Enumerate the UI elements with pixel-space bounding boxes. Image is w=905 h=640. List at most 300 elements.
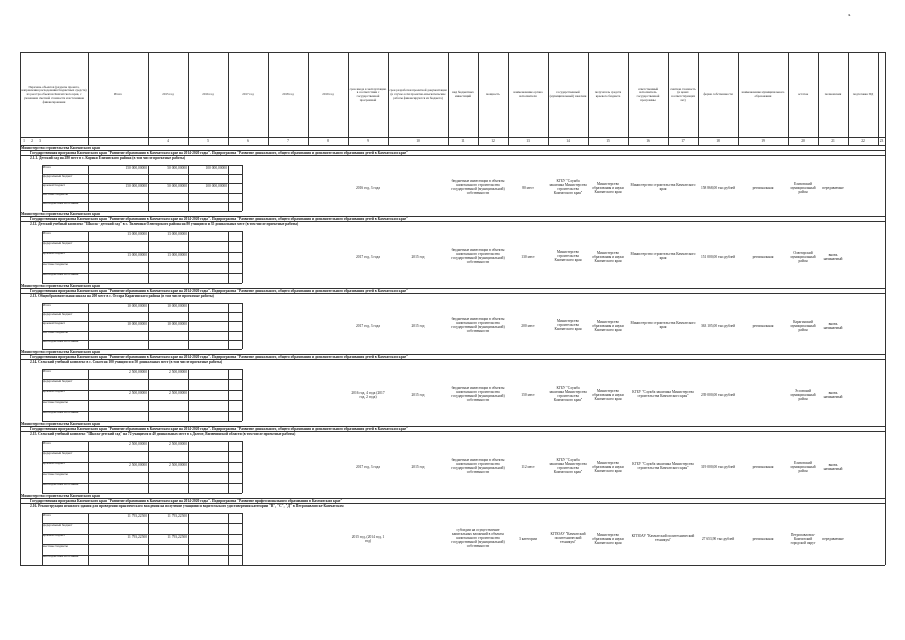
column-number: 19	[761, 139, 765, 143]
table-rule	[20, 565, 885, 566]
ministry-label: Министерство строительства Камчатского края	[21, 211, 100, 216]
finance-2016	[189, 304, 227, 309]
finance-total: 2 500,00000	[129, 462, 147, 467]
finance-label: местные бюджеты	[43, 262, 68, 266]
finance-2016	[189, 442, 227, 447]
ministry-label: Министерство строительства Камчатского края	[21, 145, 100, 150]
table-rule	[88, 441, 89, 493]
finance-2015	[149, 412, 187, 417]
finance-2016: 100 000,00000	[205, 184, 227, 189]
finance-2015	[149, 242, 187, 247]
header-cell: сметная стоимость (в ценах соответствующих лет)	[670, 86, 696, 102]
cost-cell: 239 000,00 тыс.рублей	[700, 393, 736, 398]
finance-2016	[189, 242, 227, 247]
table-rule	[228, 52, 229, 145]
finance-total: 11 793,22500	[127, 514, 147, 518]
cost-cell: 319 000,00 тыс.рублей	[700, 465, 736, 470]
column-number: 6	[247, 139, 249, 143]
column-number: 3	[39, 139, 41, 143]
program-line: Государственная программа Камчатского края "Развитие образования в Камчатском крае на 2014-2020 годы". Подпрограмма "Развитие дошкольного, общего образования и дополнительного образования детей в Камчатском крае"	[30, 216, 409, 221]
finance-total	[89, 274, 147, 279]
finance-total: 2 500,00000	[129, 370, 147, 374]
finance-2016	[189, 194, 227, 199]
header-cell: 2017 год	[242, 92, 254, 97]
column-number: 13	[526, 139, 530, 143]
capacity-cell: 200 мест	[521, 324, 535, 329]
ownership-cell: региональная	[752, 537, 774, 542]
finance-total: 150 000,00000	[125, 166, 147, 170]
authority-cell: передаваемые	[822, 186, 844, 191]
finance-2016	[189, 175, 227, 180]
header-cell: мощность	[486, 92, 500, 97]
finance-2015	[149, 203, 187, 208]
finance-2016	[189, 313, 227, 318]
authority-cell: вновь начинаемый	[823, 391, 843, 399]
finance-total: 11 793,22500	[127, 534, 147, 539]
table-rule	[698, 52, 699, 145]
investment-type-cell: бюджетные инвестиции в объекты капитального строительства государственной (муниципальной) собственности	[451, 248, 505, 264]
finance-total	[89, 341, 147, 346]
finance-2016	[189, 341, 227, 346]
design-cell: 2015 год	[411, 465, 425, 470]
capacity-cell: 80 мест	[522, 186, 534, 191]
ministry-label: Министерство строительства Камчатского края	[21, 283, 100, 288]
finance-label: внебюджетные источники	[43, 483, 79, 487]
finance-2015: 2 500,00000	[169, 370, 187, 374]
cost-cell: 27 653,90 тыс.рублей	[701, 537, 735, 542]
finance-2016	[189, 463, 227, 468]
executor-cell: КГБУ "Служба заказчика Министерства строительства Камчатского края"	[632, 390, 694, 398]
table-rule	[588, 52, 589, 145]
finance-total	[89, 203, 147, 208]
finance-label: федеральный бюджет	[43, 451, 73, 455]
finance-2016	[189, 370, 227, 375]
table-rule	[818, 52, 819, 145]
finance-2015	[149, 341, 187, 346]
table-rule	[188, 303, 189, 349]
ownership-cell: региональная	[752, 255, 774, 260]
column-number: 14	[566, 139, 570, 143]
finance-total: 10 000,00000	[127, 322, 147, 327]
design-cell	[389, 180, 447, 198]
table-rule	[20, 211, 21, 283]
table-rule	[308, 52, 309, 145]
table-rule	[42, 165, 43, 211]
finance-label: местные бюджеты	[43, 193, 68, 197]
table-rule	[188, 441, 189, 493]
ownership-cell: региональная	[752, 186, 774, 191]
table-rule	[228, 513, 229, 565]
finance-label: Итого	[43, 165, 52, 169]
table-rule	[885, 493, 886, 565]
finance-total	[89, 452, 147, 457]
investment-type-cell: бюджетные инвестиции в объекты капитального строительства государственной (муниципальной) собственности	[451, 317, 505, 333]
municipality-cell: Карагинский муниципальный район	[790, 320, 816, 332]
finance-2016	[189, 232, 227, 237]
municipality-cell: Петропавловск-Камчатский городской округ	[790, 533, 816, 545]
finance-2015	[149, 556, 187, 561]
table-rule	[848, 52, 849, 145]
municipality-cell: Елизовский муниципальный район	[790, 461, 816, 473]
finance-2015	[149, 401, 187, 406]
table-rule	[20, 145, 21, 211]
table-rule	[885, 421, 886, 493]
column-number: 20	[801, 139, 805, 143]
municipality-cell: Эссовский муниципальный район	[790, 389, 816, 401]
authority-cell: вновь начинаемый	[823, 322, 843, 330]
finance-2016	[189, 203, 227, 208]
table-rule	[668, 52, 669, 145]
finance-2015	[149, 452, 187, 457]
finance-2016	[189, 514, 227, 519]
finance-total: 150 000,00000	[125, 184, 147, 189]
header-cell: полномочия	[824, 92, 842, 97]
table-rule	[738, 52, 739, 145]
table-rule	[885, 145, 886, 211]
table-rule	[20, 493, 21, 565]
executor-cell: Министерство строительства Камчатского края	[630, 321, 696, 329]
finance-label: федеральный бюджет	[43, 312, 73, 316]
table-rule	[448, 52, 449, 145]
object-title: 2.1.1. Детский сад на 280 мест в с. Коряки Елизовского района (в том числе проектные работы)	[30, 155, 186, 160]
column-number: 9	[367, 139, 369, 143]
header-cell: государственный (муниципальный) заказчик	[549, 90, 587, 98]
finance-label: краевой бюджет	[43, 183, 65, 187]
finance-total	[89, 194, 147, 199]
header-cell: получатель средств краевого бюджета	[594, 90, 622, 98]
authority-cell: вновь начинаемый	[823, 253, 843, 261]
capacity-cell: 3 категории	[519, 537, 537, 542]
table-rule	[148, 303, 149, 349]
capacity-cell: 112 мест	[521, 465, 535, 470]
header-cell: вид бюджетных инвестиций	[452, 90, 474, 98]
finance-2016	[189, 452, 227, 457]
object-title: 2.14. Сельский учебный комплекс в с. Сокоч на 100 учащихся и 50 дошкольных мест (в том числе проектные работы)	[30, 359, 223, 364]
finance-2015	[149, 524, 187, 529]
cost-cell: 151 000,00 тыс.рублей	[700, 255, 736, 260]
finance-total: 13 000,00000	[127, 252, 147, 257]
column-number: 11	[461, 139, 465, 143]
finance-label: внебюджетные источники	[43, 411, 79, 415]
recipient-cell: Министерство образования и науки Камчатского края	[592, 389, 624, 401]
column-number: 12	[491, 139, 495, 143]
finance-2015	[149, 545, 187, 550]
table-rule	[885, 283, 886, 349]
table-rule	[628, 52, 629, 145]
table-rule	[88, 513, 89, 565]
finance-2016	[189, 401, 227, 406]
program-line: Государственная программа Камчатского края "Развитие образования в Камчатском крае на 2014-2020 годы". Подпрограмма "Развитие дошкольного, общего образования и дополнительного образования детей в Камчатском крае"	[30, 426, 409, 431]
table-rule	[42, 231, 43, 283]
header-cell: ответственный исполнитель государственной программы	[636, 86, 660, 102]
finance-2016	[189, 391, 227, 396]
finance-2016	[189, 524, 227, 529]
finance-2016	[189, 484, 227, 489]
finance-label: местные бюджеты	[43, 472, 68, 476]
table-rule	[148, 369, 149, 421]
table-rule	[788, 52, 789, 145]
finance-2016: 100 000,00000	[205, 166, 227, 170]
finance-2015: 11 793,22500	[167, 534, 187, 539]
header-cell: 2019 год	[322, 92, 334, 97]
table-rule	[20, 52, 21, 145]
header-cell: форма собственности	[703, 92, 733, 97]
finance-2015	[149, 274, 187, 279]
table-rule	[242, 441, 243, 493]
finance-2015: 11 793,22500	[167, 514, 187, 518]
finance-label: местные бюджеты	[43, 331, 68, 335]
recipient-cell: Министерство образования и науки Камчатского края	[592, 251, 624, 263]
column-number: 16	[646, 139, 650, 143]
customer-cell: Министерство строительства Камчатского края	[554, 250, 582, 262]
finance-2016	[189, 380, 227, 385]
table-rule	[188, 52, 189, 145]
column-number: 17	[681, 139, 685, 143]
finance-total	[89, 412, 147, 417]
table-rule	[148, 52, 149, 145]
table-rule	[228, 165, 229, 211]
table-rule	[885, 349, 886, 421]
finance-label: краевой бюджет	[43, 390, 65, 394]
table-rule	[242, 513, 243, 565]
finance-2015: 13 000,00000	[167, 232, 187, 236]
design-cell	[389, 531, 447, 549]
finance-2016	[189, 412, 227, 417]
table-rule	[478, 52, 479, 145]
program-line: Государственная программа Камчатского края "Развитие образования в Камчатском крае на 2014-2020 годы". Подпрограмма "Развитие профессионального образования в Камчатском крае"	[30, 498, 343, 503]
finance-total	[89, 484, 147, 489]
finance-2015: 50 000,00000	[167, 166, 187, 170]
table-rule	[20, 421, 21, 493]
cost-cell: 363 105,00 тыс.рублей	[700, 324, 736, 329]
recipient-cell: Министерство образования и науки Камчатского края	[592, 320, 624, 332]
header-cell: Итого	[113, 92, 123, 97]
table-rule	[148, 513, 149, 565]
cost-cell: 158 868,00 тыс.рублей	[700, 186, 736, 191]
program-line: Государственная программа Камчатского края "Развитие образования в Камчатском крае на 2014-2020 годы". Подпрограмма "Развитие дошкольного, общего образования и дополнительного образования детей в Камчатском крае"	[30, 354, 409, 359]
recipient-cell: Министерство образования и науки Камчатского края	[592, 182, 624, 194]
table-rule	[242, 165, 243, 211]
finance-total	[89, 313, 147, 318]
table-rule	[268, 52, 269, 145]
header-cell: наименование муниципального образования	[741, 90, 785, 98]
capacity-cell: 150 мест	[521, 393, 535, 398]
table-rule	[228, 369, 229, 421]
finance-total: 10 000,00000	[127, 304, 147, 308]
column-number: 7	[287, 139, 289, 143]
table-rule	[88, 303, 89, 349]
finance-2016	[189, 263, 227, 268]
table-rule	[42, 441, 43, 493]
recipient-cell: Министерство образования и науки Камчатского края	[592, 533, 624, 545]
finance-label: краевой бюджет	[43, 534, 65, 538]
term-cell: 2017 год, 3 года	[356, 324, 380, 329]
table-rule	[348, 52, 349, 145]
finance-2015: 13 000,00000	[167, 252, 187, 257]
column-number: 4	[167, 139, 169, 143]
header-cell: срок разработки проектной документации (в случае если проектно-изыскательские работы финансируются из бюджета)	[389, 88, 447, 100]
table-rule	[188, 231, 189, 283]
table-rule	[228, 441, 229, 493]
finance-total	[89, 401, 147, 406]
finance-label: федеральный бюджет	[43, 241, 73, 245]
table-rule	[20, 52, 885, 53]
finance-total	[89, 263, 147, 268]
executor-cell: Министерство строительства Камчатского края	[630, 252, 696, 260]
object-title: 2.12. Детский учебный комплекс "Школа - детский сад" в с. Тиличики Олюторского района на 80 учащихся и 35 дошкольных мест (в том числе проектные работы)	[30, 221, 299, 226]
finance-total	[89, 545, 147, 550]
finance-label: местные бюджеты	[43, 544, 68, 548]
finance-total	[89, 332, 147, 337]
finance-label: Итого	[43, 231, 52, 235]
table-rule	[20, 283, 21, 349]
finance-label: краевой бюджет	[43, 252, 65, 256]
term-cell: 2016 год, 4 года (2017 год, 2 года)	[351, 391, 385, 399]
header-cell: 2018 год	[282, 92, 294, 97]
finance-2016	[189, 322, 227, 327]
finance-label: внебюджетные источники	[43, 273, 79, 277]
table-rule	[878, 52, 879, 145]
table-rule	[885, 52, 886, 145]
finance-total	[89, 473, 147, 478]
finance-total	[89, 556, 147, 561]
finance-2016	[189, 545, 227, 550]
finance-total: 2 500,00000	[129, 442, 147, 446]
object-title: 2.16. Реконструкция нежилого здания для проведения практического вождения на получение учащимися водительского удостоверения категории "В", "С", "Д" в Петропавловске-Камчатском	[30, 503, 344, 508]
executor-cell: КГПОАУ "Камчатский политехнический техникум"	[631, 534, 695, 542]
finance-total	[89, 175, 147, 180]
table-rule	[42, 513, 43, 565]
table-rule	[388, 52, 389, 145]
column-number: 18	[716, 139, 720, 143]
authority-cell: вновь начинаемый	[823, 463, 843, 471]
customer-cell: КГБУ "Служба заказчика Министерства строительства Камчатского края"	[549, 386, 587, 402]
program-line: Государственная программа Камчатского края "Развитие образования в Камчатском крае на 2014-2020 годы". Подпрограмма "Развитие дошкольного, общего образования и дополнительного образования детей в Камчатском крае"	[30, 150, 409, 155]
term-cell: 2015 год, (2014 год, 1 год)	[351, 535, 385, 543]
ownership-cell	[739, 387, 787, 405]
finance-label: федеральный бюджет	[43, 379, 73, 383]
finance-label: краевой бюджет	[43, 462, 65, 466]
column-number: 2	[31, 139, 33, 143]
finance-label: Итого	[43, 441, 52, 445]
table-rule	[242, 303, 243, 349]
term-cell: 2017 год, 3 года	[356, 255, 380, 260]
table-rule	[20, 137, 885, 138]
customer-cell: КГБУ "Служба заказчика Министерства строительства Камчатского края"	[549, 458, 587, 474]
table-rule	[508, 52, 509, 145]
finance-label: внебюджетные источники	[43, 340, 79, 344]
table-rule	[242, 369, 243, 421]
finance-label: федеральный бюджет	[43, 174, 73, 178]
design-cell: 2015 год	[411, 255, 425, 260]
table-rule	[42, 303, 43, 349]
column-number: 1	[23, 139, 25, 143]
finance-total: 2 500,00000	[129, 390, 147, 395]
program-line: Государственная программа Камчатского края "Развитие образования в Камчатском крае на 2014-2020 годы". Подпрограмма "Развитие дошкольного, общего образования и дополнительного образования детей в Камчатском крае"	[30, 288, 409, 293]
table-rule	[88, 231, 89, 283]
header-cell: 2015 год	[162, 92, 174, 97]
finance-2016	[189, 535, 227, 540]
design-cell: 2015 год	[411, 324, 425, 329]
column-number: 21	[831, 139, 835, 143]
design-cell: 2015 год	[411, 393, 425, 398]
executor-cell: Министерство строительства Камчатского края	[630, 183, 696, 191]
finance-label: внебюджетные источники	[43, 202, 79, 206]
column-number: 8	[327, 139, 329, 143]
header-cell: Перечень объектов (разделы проекта, направления расходования бюджетных средств) из реестра объектов Камчатского края, с указанием сметной стоимости и источников финансирования	[21, 84, 87, 104]
finance-2015	[149, 473, 187, 478]
object-title: 2.15. Сельский учебный комплекс "Школа-детский сад" на 72 учащихся и 40 дошкольных мест в с.Долгое, Вилючинской области (в том числе проектные работы)	[30, 431, 296, 436]
finance-total	[89, 380, 147, 385]
capacity-cell: 130 мест	[521, 255, 535, 260]
header-cell: остаток	[797, 92, 809, 97]
finance-2015	[149, 484, 187, 489]
table-rule	[148, 165, 149, 211]
finance-2015: 2 500,00000	[169, 442, 187, 446]
table-rule	[148, 441, 149, 493]
finance-2015	[149, 263, 187, 268]
table-rule	[42, 369, 43, 421]
column-number: 10	[416, 139, 420, 143]
finance-total	[89, 524, 147, 529]
ownership-cell: региональная	[752, 465, 774, 470]
finance-2015	[149, 380, 187, 385]
table-rule	[148, 231, 149, 283]
municipality-cell: Елизовский муниципальный район	[790, 182, 816, 194]
table-rule	[548, 52, 549, 145]
ownership-cell: региональная	[752, 324, 774, 329]
recipient-cell: Министерство образования и науки Камчатского края	[592, 461, 624, 473]
header-cell: 2016 год	[202, 92, 214, 97]
finance-total	[89, 242, 147, 247]
table-rule	[88, 165, 89, 211]
finance-2015: 10 000,00000	[167, 322, 187, 327]
column-number: 15	[606, 139, 610, 143]
finance-2016	[189, 274, 227, 279]
finance-2015: 50 000,00000	[167, 184, 187, 189]
finance-2015: 2 500,00000	[169, 390, 187, 395]
table-rule	[228, 303, 229, 349]
finance-2015	[149, 313, 187, 318]
finance-2015: 2 500,00000	[169, 462, 187, 467]
ministry-label: Министерство строительства Камчатского края	[21, 421, 100, 426]
investment-type-cell: бюджетные инвестиции в объекты капитального строительства государственной (муниципальной) собственности	[451, 458, 505, 474]
finance-label: Итого	[43, 369, 52, 373]
customer-cell: КГПОАУ "Камчатский политехнический техникум"	[550, 532, 586, 544]
finance-label: Итого	[43, 513, 52, 517]
finance-label: Итого	[43, 303, 52, 307]
header-cell: наименование органа исполнителя	[513, 90, 543, 98]
header-cell: подготовка ПД	[852, 92, 874, 97]
header-cell: срок ввода в эксплуатацию в соответствии с государственной программой	[349, 86, 387, 102]
municipality-cell: Олюторский муниципальный район	[790, 251, 816, 263]
customer-cell: Министерство строительства Камчатского края	[554, 319, 582, 331]
finance-2016	[189, 556, 227, 561]
investment-type-cell: субсидии на осуществление капитальных вложений в объекты капитального строительства государственной (муниципальной) собственности	[451, 528, 505, 548]
finance-2016	[189, 332, 227, 337]
ministry-label: Министерство строительства Камчатского края	[21, 349, 100, 354]
finance-2015: 10 000,00000	[167, 304, 187, 308]
table-rule	[188, 513, 189, 565]
term-cell: 2016 год, 3 года	[356, 186, 380, 191]
finance-2015	[149, 175, 187, 180]
table-rule	[188, 369, 189, 421]
finance-label: местные бюджеты	[43, 400, 68, 404]
table-rule	[228, 231, 229, 283]
column-number: 5	[207, 139, 209, 143]
finance-2015	[149, 194, 187, 199]
authority-cell: передаваемые	[822, 537, 844, 542]
